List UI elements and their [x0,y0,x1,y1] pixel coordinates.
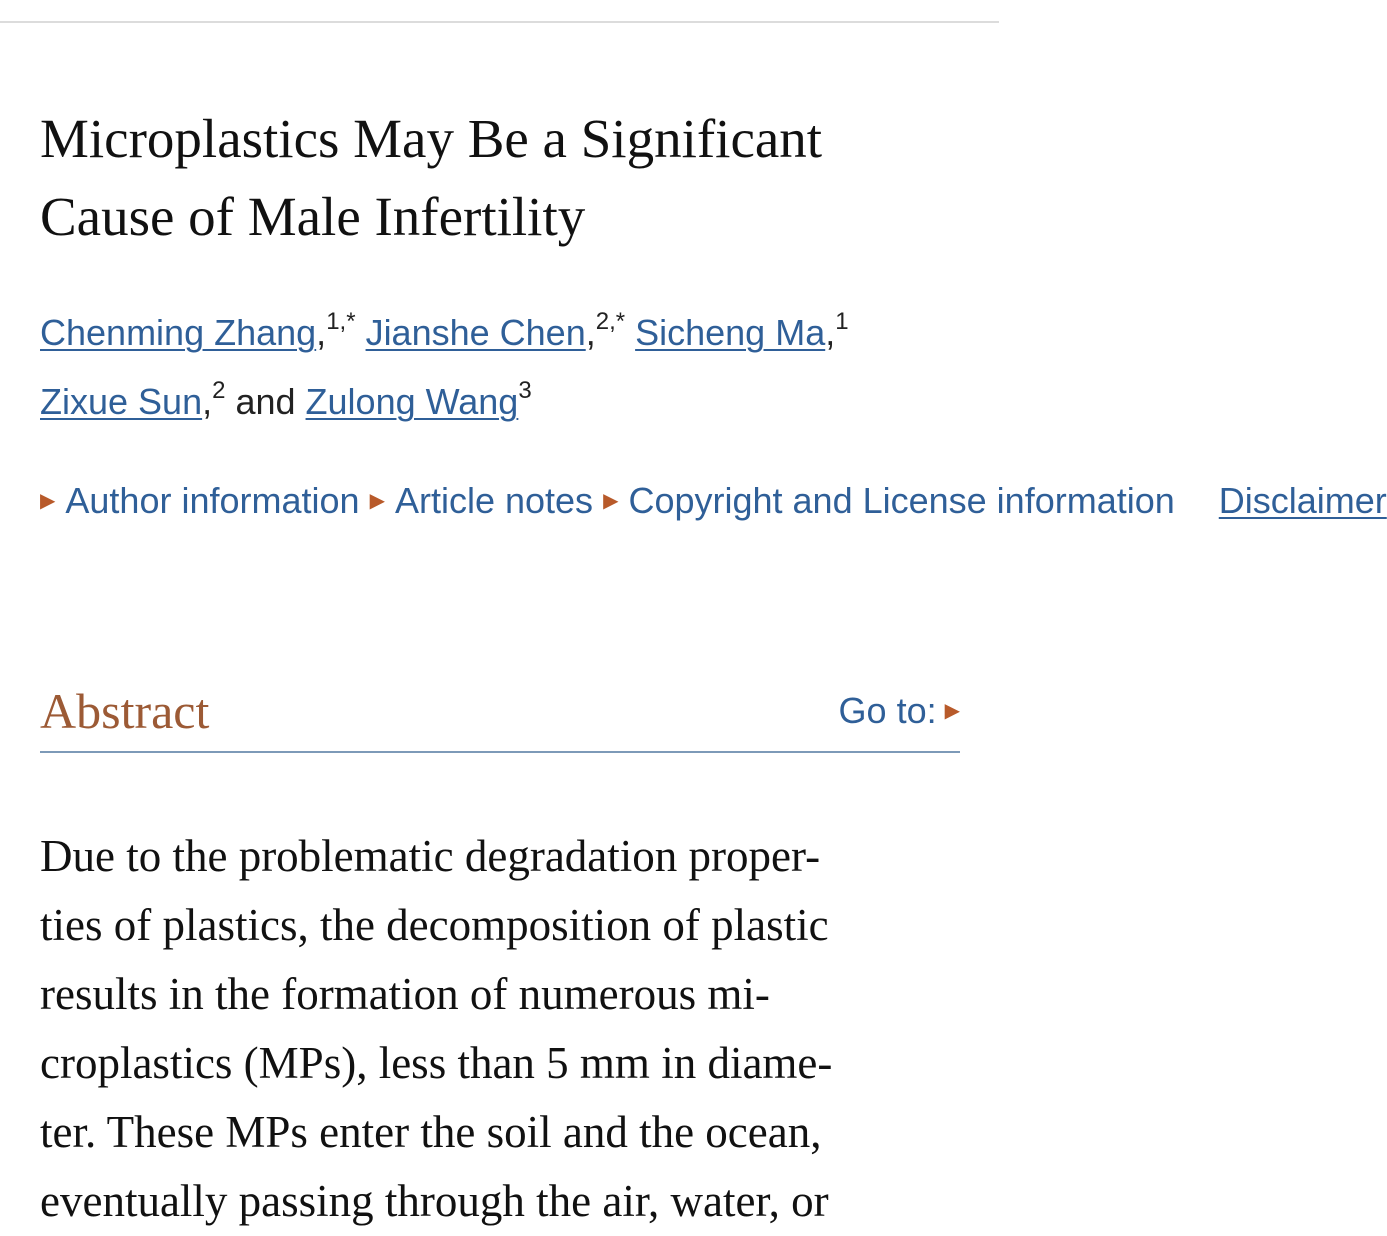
author-affiliation: 1,* [326,308,356,335]
author-link-chenming-zhang[interactable]: Chenming Zhang [40,312,317,353]
abstract-heading: Abstract [40,683,210,739]
abstract-line: results in the formation of numerous mi- [40,969,770,1019]
author-separator: , [202,381,213,422]
author-conjunction: and [225,381,306,422]
goto-menu-button[interactable] [839,686,960,736]
abstract-section-header [40,676,960,753]
author-affiliation: 3 [518,377,532,404]
goto-label: Go to: [838,690,937,731]
author-separator: , [585,312,596,353]
author-link-zixue-sun[interactable]: Zixue Sun [40,381,203,422]
author-link-zulong-wang[interactable]: Zulong Wang [305,381,519,422]
author-affiliation: 2 [212,377,226,404]
top-divider [0,21,999,23]
expand-triangle-icon: ▶ [40,490,56,512]
author-affiliation: 2,* [595,308,626,335]
author-link-sicheng-ma[interactable]: Sicheng Ma [635,312,826,353]
disclaimer-link[interactable]: Disclaimer [1218,480,1387,521]
abstract-line: ter. These MPs enter the soil and the ocean, [40,1107,822,1157]
expand-triangle-icon: ▶ [369,490,385,512]
expand-triangle-icon: ▶ [603,490,619,512]
author-link-jianshe-chen[interactable]: Jianshe Chen [365,312,586,353]
expand-triangle-icon: ▶ [944,700,960,722]
author-information-label: Author information [65,480,360,521]
article-info-links [40,466,1387,536]
article-notes-label: Article notes [394,480,594,521]
abstract-text [40,822,960,1236]
author-separator: , [316,312,327,353]
copyright-label: Copyright and License information [628,480,1175,521]
abstract-line: eventually passing through the air, water, or [40,1176,829,1226]
copyright-toggle[interactable] [603,480,1175,521]
author-information-toggle[interactable] [40,480,360,521]
author-list [40,298,975,436]
author-separator: , [825,312,836,353]
article-notes-toggle[interactable] [370,480,593,521]
abstract-line: ties of plastics, the decomposition of plastic [40,900,829,950]
abstract-line: Due to the problematic degradation proper- [40,831,821,881]
abstract-line: croplastics (MPs), less than 5 mm in diame- [40,1038,833,1088]
article-title: Microplastics May Be a Significant Cause of Male Infertility [40,108,823,247]
author-affiliation: 1 [835,308,849,335]
